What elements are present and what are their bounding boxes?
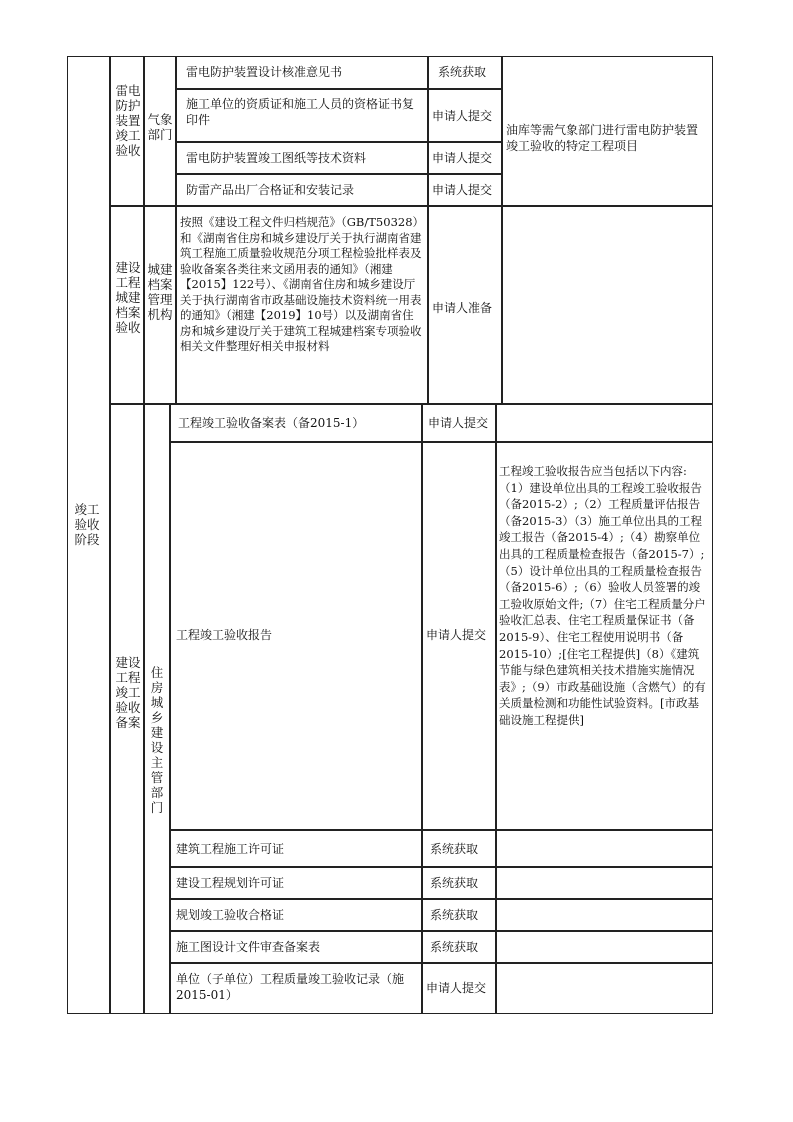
- lightning-doc-2: 施工单位的资质证和施工人员的资格证书复印件: [186, 97, 415, 127]
- filing-method-2: 申请人提交: [426, 628, 487, 642]
- archive-method: 申请人准备: [432, 301, 493, 315]
- filing-doc-6: 施工图设计文件审查备案表: [176, 940, 321, 954]
- lightning-doc-4: 防雷产品出厂合格证和安装记录: [186, 183, 355, 197]
- filing-note-row-4: [496, 867, 713, 899]
- lightning-method-1: 系统获取: [438, 65, 487, 79]
- filing-doc-2: 工程竣工验收报告: [176, 628, 273, 642]
- archive-dept: 城建档案管理机构: [147, 262, 173, 322]
- filing-doc-5: 规划竣工验收合格证: [176, 908, 285, 922]
- filing-method-7: 申请人提交: [426, 981, 487, 995]
- filing-note-2: 工程竣工验收报告应当包括以下内容:（1）建设单位出具的工程竣工验收报告（备2015-2）;（2）工程质量评估报告（备2015-3）（3）施工单位出具的工程竣工报告（备2015-4）;（4）勘察单位出具的工程质量检查报告（备2015-7）;（5）设计单位出具的工程质量检查报告（备2015-6）;（6）验收人员签署的竣工验收原始文件;（7）住宅工程质量分户验收汇总表、住宅工程质量保证书（备 2015-9）、住宅工程使用说明书（备2015-10）;[住宅工程提供]（8）《建筑节能与绿色建筑相关技术措施实施情况表》;（9）市政基础设施（含燃气）的有关质量检测和功能性试验资料。[市政基础设施工程提供]: [499, 464, 706, 727]
- filing-category: 建设工程竣工验收备案: [115, 655, 141, 730]
- filing-note-row-5: [496, 899, 713, 931]
- archive-note-cell: [502, 206, 713, 404]
- filing-doc-7: 单位（子单位）工程质量竣工验收记录（施2015-01）: [176, 972, 405, 1002]
- filing-note-row-3: [496, 830, 713, 867]
- filing-doc-4: 建设工程规划许可证: [176, 876, 285, 890]
- lightning-note: 油库等需气象部门进行雷电防护装置竣工验收的特定工程项目: [506, 123, 699, 153]
- lightning-category: 雷电防护装置竣工验收: [115, 83, 141, 158]
- archive-doc: 按照《建设工程文件归档规范》（GB/T50328）和《湖南省住房和城乡建设厅关于执行湖南省建筑工程施工质量验收规范分项工程检验批样表及验收备案各类往来文函用表的通知》（湘建【2015】122号）、《湖南省住房和城乡建设厅关于执行湖南省市政基础设施技术资料统一用表的通知》（湘建【2019】10号）以及湖南省住房和城乡建设厅关于建筑工程城建档案专项验收相关文件整理好相关申报材料: [180, 215, 425, 353]
- lightning-method-4: 申请人提交: [432, 183, 493, 197]
- filing-method-4: 系统获取: [430, 876, 479, 890]
- filing-doc-3: 建筑工程施工许可证: [176, 842, 285, 856]
- lightning-method-2: 申请人提交: [432, 109, 493, 123]
- filing-note-row-7: [496, 963, 713, 1014]
- archive-category: 建设工程城建档案验收: [115, 260, 141, 335]
- filing-method-5: 系统获取: [430, 908, 479, 922]
- filing-method-3: 系统获取: [430, 842, 479, 856]
- filing-dept: 住房城乡建设主管部门: [150, 665, 164, 815]
- filing-doc-1: 工程竣工验收备案表（备2015-1）: [178, 416, 365, 430]
- lightning-method-3: 申请人提交: [432, 151, 493, 165]
- filing-note-row-6: [496, 931, 713, 963]
- lightning-dept: 气象部门: [147, 112, 173, 142]
- lightning-doc-3: 雷电防护装置竣工图纸等技术资料: [186, 151, 367, 165]
- filing-method-6: 系统获取: [430, 940, 479, 954]
- filing-note-row-1: [496, 404, 713, 442]
- filing-method-1: 申请人提交: [428, 416, 489, 430]
- lightning-doc-1: 雷电防护装置设计核准意见书: [186, 65, 343, 79]
- stage-label: 竣工验收阶段: [74, 502, 100, 547]
